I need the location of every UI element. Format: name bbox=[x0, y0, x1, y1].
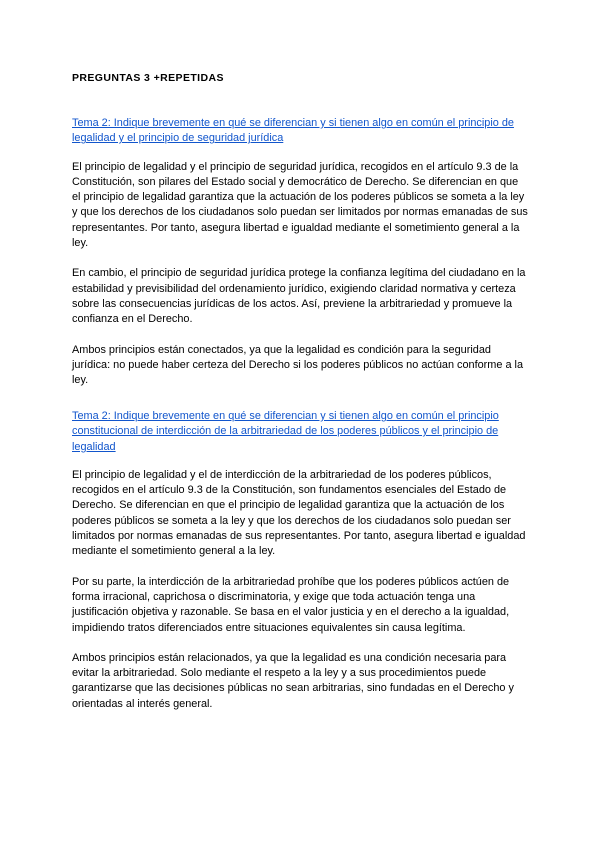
answer-paragraph: El principio de legalidad y el principio de seguridad jurídica, recogidos en el artículo 9.3 de la Constitución, son pilares del Estado social y democrático de Derecho. Se diferencian en que el principio de legalidad garantiza que la actuación de los poderes públicos se someta a la ley y que los derechos de los ciudadanos solo puedan ser limitados por normas emanadas de sus representantes. Por tanto, asegura libertad e igualdad mediante el sometimiento general a la ley. bbox=[72, 160, 528, 250]
answer-paragraph: El principio de legalidad y el de interdicción de la arbitrariedad de los poderes públicos, recogidos en el artículo 9.3 de la Constitución, son fundamentos esenciales del Estado de Derecho. Se diferencian en que el principio de legalidad garantiza que la actuación de los poderes públicos se someta a la ley y que los derechos de los ciudadanos solo puedan ser limitados por normas emanadas de sus representantes. Por tanto, asegura libertad e igualdad mediante el sometimiento general a la ley. bbox=[72, 468, 526, 558]
answer-paragraph: Ambos principios están conectados, ya que la legalidad es condición para la seguridad jurídica: no puede haber certeza del Derecho si los poderes públicos no actúan conforme a la ley. bbox=[72, 343, 524, 387]
question-section-2 bbox=[72, 409, 528, 727]
answer-paragraph: Por su parte, la interdicción de la arbitrariedad prohíbe que los poderes públicos actúen de forma irracional, caprichosa o discriminatoria, y exige que toda actuación tenga una justificación objetiva y razonable. Se basa en el valor justicia y en el derecho a la igualdad, impidiendo tratos diferenciados entre situaciones equivalentes sin causa legítima. bbox=[72, 575, 510, 634]
document-title: PREGUNTAS 3 +REPETIDAS bbox=[72, 72, 224, 84]
answer-paragraph: En cambio, el principio de seguridad jurídica protege la confianza legítima del ciudadano en la estabilidad y previsibilidad del ordenamiento jurídico, exigiendo claridad normativa y certeza sobre las consecuencias jurídicas de los actos. Así, previene la arbitrariedad y promueve la confianza en el Derecho. bbox=[72, 267, 526, 326]
question-section-1 bbox=[72, 116, 528, 403]
question-heading-link-2[interactable]: Tema 2: Indique brevemente en qué se diferencian y si tienen algo en común el principio constitucional de interdicción de la arbitrariedad de los poderes públicos y el principio de legalidad bbox=[72, 410, 499, 453]
question-heading-link-1[interactable]: Tema 2: Indique brevemente en qué se diferencian y si tienen algo en común el principio de legalidad y el principio de seguridad jurídica bbox=[72, 117, 514, 145]
answer-paragraph: Ambos principios están relacionados, ya que la legalidad es una condición necesaria para evitar la arbitrariedad. Solo mediante el respeto a la ley y a sus procedimientos puede garantizarse que las decisiones públicas no sean arbitrarias, sino fundadas en el Derecho y orientadas al interés general. bbox=[72, 651, 514, 710]
